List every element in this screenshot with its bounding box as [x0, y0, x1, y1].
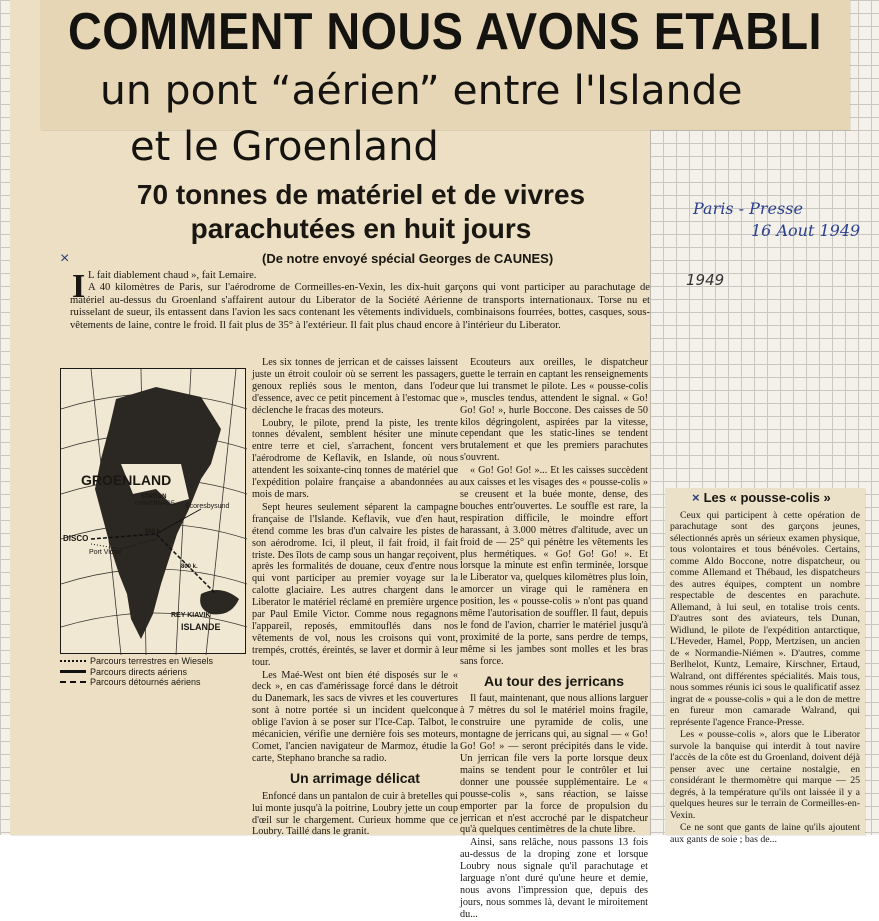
legend-symbol: [60, 670, 86, 673]
paragraph: Loubry, le pilote, prend la piste, les trente tonnes dévalent, semblent hésiter une minute entre terre et ciel, s'arrachent, foncent vers l'aérodrome de Keflavik, en Islande, où nous attendent les soixante-cinq tonnes de matériel que l'expédition polaire française a abandonnées au mois de mars.: [252, 417, 458, 500]
legend-item: [60, 656, 250, 667]
source-date: 16 Aout 1949: [751, 221, 861, 240]
handwritten-x-mark: ×: [692, 490, 700, 505]
map-label-iceland: ISLANDE: [181, 622, 221, 632]
paragraph: Ecouteurs aux oreilles, le dispatcheur guette le terrain en captant les renseignements que lui transmet le pilote. Les « pousse-colis », muscles tendus, attendent le signal. « Go! Go! Go! », hurle Boccone. Des caisses de 50 kilos dégringolent, aspirées par la vitesse, cependant que les static-lines se tendent brutalement et que les premiers parachutes s'ouvrent.: [460, 357, 648, 464]
paragraph: « Go! Go! Go! »... Et les caisses succèdent aux caisses et les visages des « pousse-colis » se creusent et la buée monte, dense, des bouches entr'ouvertes. Le souffle est rare, la respiration difficile, le moindre effort harassant, à 3.000 mètres d'altitude, avec un froid de — 25° qui pénètre les vêtements les plus hermétiques. « Go! Go! Go! ». Et lorsque la minute est enfin terminée, lorsque le Liberator va, quelques kilomètres plus loin, amorcer un virage qui le ramènera en position, les « pousse-colis » n'ont pas quand même l'autorisation de souffler. Il faut, depuis le fond de l'avion, charrier le matériel jusqu'à proximité de la porte, sans perdre de temps, même si les jambes sont molles et les bras sans force.: [460, 465, 648, 667]
drop-cap: I: [72, 268, 86, 305]
legend-item: [60, 677, 250, 688]
section-heading: Au tour des jerricans: [483, 672, 625, 689]
sidebar-heading-text: Les « pousse-colis »: [703, 490, 831, 505]
map-label-station-2: d'HIVERNAGE: [135, 501, 175, 507]
paragraph: Les « pousse-colis », alors que le Liberator survole la banquise qui interdit à tout navire l'accès de la côte est du Groenland, doivent déjà penser avec une certaine nostalgie, en considérant le thermomètre qui marque — 25 degrés, à la température qu'ils ont laissée il y a quelques heures sur le terrain de Cormeilles-en-Vexin.: [670, 729, 860, 821]
handwritten-x-mark: ×: [60, 250, 70, 267]
paragraph: Ainsi, sans relâche, nous passons 13 fois au-dessus de la droping zone et lorsque Loubry nous signale qu'il parachutage et larguage n'ont duré qu'une heure et demie, nous avons l'impression que, depuis des jours, nous sommes là, devant le miroitement du...: [460, 837, 648, 920]
map-drawing: [61, 369, 247, 655]
lead-text-2: A 40 kilomètres de Paris, sur l'aérodrome de Cormeilles-en-Vexin, les dix-huit garçons qui vont participer au parachutage de matériel au-dessus du Groenland s'affairent autour du Liberator de la Société Aérienne de transports internationaux. Torse nu et ruisselant de sueur, ils entassent dans l'avion les sacs contenant les vêtements individuels, combinaisons fourrées, bottes, casques, sous-vêtements de laine, contre le froid. Il fait plus de 35° à l'extérieur. Il fait plus chaud encore à l'intérieur du Liberator.: [70, 282, 650, 331]
sidebar-article: [670, 490, 860, 845]
legend-label: Parcours terrestres en Wiesels: [90, 656, 214, 666]
legend-symbol: [60, 660, 86, 663]
greenland-map: [60, 368, 246, 654]
byline: (De notre envoyé spécial Georges de CAUNES): [262, 251, 554, 266]
legend-label: Parcours détournés aériens: [90, 677, 201, 687]
map-label-station: STATION: [141, 494, 167, 500]
paragraph: Ceux qui participent à cette opération de parachutage sont des garçons jeunes, sélectionnés après un sérieux examen physique, tous volontaires et tous bénévoles. Certains, comme Aldo Boccone, notre dispatcheur, ou comme Allemand et Thébaud, les dispatcheurs des autres équipes, comptent un nombre respectable de descentes en parachute. Allemand, à lui seul, en totalise trois cents. D'autres sont des aviateurs, tels Dunan, Widlund, le pilote de l'expédition antarctique, L'Heveder, Hamel, Popp, Mertzisen, un ancien de « Normandie-Niémen ». D'autres, comme Berlhelot, Kuntz, Lemaire, Kirschner, Ertaud, Walrand, ont différentes spécialités. Mais tous, nous sommes réunis ici sous le qualificatif assez ingrat de « pousse-colis » qui a le don de mettre en fureur mon camarade Walrand, qui représente l'agence France-Presse.: [670, 509, 860, 728]
iceland-shape: [200, 590, 239, 614]
map-label-scoresbysund: Scoresbysund: [185, 503, 230, 510]
article-column-2: [252, 357, 458, 838]
legend-label: Parcours directs aériens: [90, 666, 188, 677]
paragraph: Enfoncé dans un pantalon de cuir à bretelles qui lui monte jusqu'à la poitrine, Loubry jette un coup d'œil sur le chargement. Curieux homme que ce Loubry. Taillé dans le granit.: [252, 790, 458, 838]
paragraph: Les six tonnes de jerrican et de caisses laissent juste un étroit couloir où se serrent les passagers, genoux repliés sous le menton, dans l'odeur d'essence, avec ce petit pincement à l'estomac que déclenche le fracas des moteurs.: [252, 357, 458, 416]
map-label-distance-2: 800 k.: [181, 564, 198, 570]
legend-symbol: [60, 681, 86, 684]
map-label-greenland: GROENLAND: [81, 472, 172, 488]
headline-line-2: un pont “aérien” entre l'Islande: [100, 68, 743, 114]
paragraph: Ce ne sont que gants de laine qu'ils ajoutent aux gants de soie ; bas de...: [670, 822, 860, 845]
subheadline: 70 tonnes de matériel et de vivres parachutées en huit jours: [136, 179, 586, 244]
lead-paragraph: [70, 270, 650, 332]
headline-line-1: COMMENT NOUS AVONS ETABLI: [68, 3, 822, 61]
paragraph: Il faut, maintenant, que nous allions larguer à 7 mètres du sol le matériel moins fragile, construire une pyramide de colis, une montagne de jerricans qui, au signal — « Go! Go! Go! » — seront précipités dans le vide. Un jerrican file vers la porte lorsque deux mains se tendent pour le contrôler et lui donner une poussée supplémentaire. Le « pousse-colis », sans réaction, se laisse emporter par la force de propulsion du jerrican et n'est accroché par le dispatcheur qu'à quelques centimètres de la chute libre.: [460, 693, 648, 836]
map-label-distance-1: 500 k.: [145, 529, 162, 535]
handwritten-source-note: [693, 198, 860, 242]
section-heading: Un arrimage délicat: [290, 769, 420, 786]
sidebar-heading: [670, 492, 860, 504]
lead-text-1: L fait diablement chaud », fait Lemaire.: [88, 270, 257, 281]
map-label-disco: DISCO: [63, 534, 89, 543]
map-label-port-victor: Port Victor: [89, 549, 122, 556]
map-label-reykjavik: REY KIAVIK: [171, 612, 211, 619]
handwritten-year: 1949: [686, 271, 725, 289]
article-column-3: [460, 357, 648, 920]
legend-item: [60, 667, 250, 678]
source-publication: Paris - Presse: [693, 199, 803, 218]
map-legend: [60, 656, 250, 688]
paragraph: Sept heures seulement séparent la campagne française de l'Islande. Keflavik, vue d'en haut, étend comme les bras d'un calvaire les pistes de son aérodrome. Ici, il pleut, il fait froid, il fait triste. Des îlots de camp sous un hangar reçoivent, après les formalités de douane, ceux d'entre nous qui vont participer au premier voyage sur la calotte glaciaire. Les autres chargent dans le Liberator le matériel réclamé en première urgence par Paul Emile Victor. Comme nous regagnons l'appareil, reposés, emmitouflés dans nos vêtements de vol, nous les croisons qui vont, trempés, crottés, éreintés, se laver et dormir à leur tour.: [252, 501, 458, 668]
paragraph: Les Maé-West ont bien été disposés sur le « deck », en cas d'amérissage forcé dans le détroit du Danemark, les sacs de vivres et les couvertures sont à notre portée si un incident quelconque oblige l'avion à se poser sur l'Ice-Cap. Talbot, le mécanicien, vérifie une dernière fois ses moteurs, Comet, l'ancien navigateur de Marmoz, étudie la carte, Stephano branche sa radio.: [252, 669, 458, 764]
headline-line-3: et le Groenland: [130, 124, 439, 170]
